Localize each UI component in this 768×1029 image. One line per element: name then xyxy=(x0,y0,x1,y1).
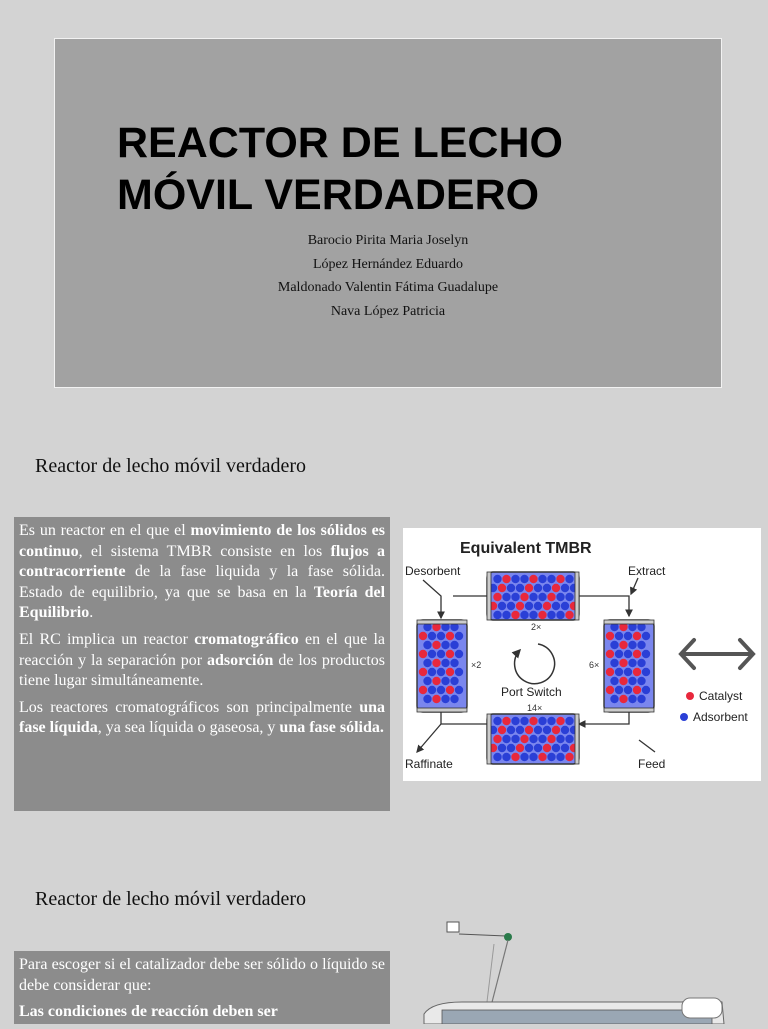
adsorbent-particle xyxy=(511,735,519,743)
text-run: , el sistema TMBR consiste en los xyxy=(78,542,331,560)
adsorbent-particle xyxy=(624,650,632,658)
column-right xyxy=(604,620,654,712)
catalyst-particle xyxy=(502,717,510,725)
adsorbent-particle xyxy=(628,641,636,649)
conditions-box xyxy=(14,951,390,1024)
label-feed: Feed xyxy=(638,757,666,771)
adsorbent-particle xyxy=(552,744,560,752)
adsorbent-particle xyxy=(441,695,449,703)
adsorbent-particle xyxy=(450,695,458,703)
bold-run: una fase sólida. xyxy=(279,719,384,737)
adsorbent-particle xyxy=(525,602,533,610)
catalyst-particle xyxy=(633,650,641,658)
bold-run: adsorción xyxy=(207,651,274,669)
adsorbent-particle xyxy=(529,611,537,619)
text-run: Los reactores cromatográficos son principalmente xyxy=(19,698,360,716)
catalyst-particle xyxy=(446,650,454,658)
adsorbent-particle xyxy=(450,659,458,667)
adsorbent-particle xyxy=(624,632,632,640)
adsorbent-particle xyxy=(498,602,506,610)
bold-run: cromatográfico xyxy=(194,630,299,648)
catalyst-particle xyxy=(565,611,573,619)
adsorbent-particle xyxy=(615,632,623,640)
adsorbent-particle xyxy=(628,695,636,703)
author-name: Barocio Pirita Maria Joselyn xyxy=(307,233,469,248)
adsorbent-particle xyxy=(502,735,510,743)
adsorbent-particle xyxy=(511,575,519,583)
label-extract: Extract xyxy=(628,564,666,578)
catalyst-particle xyxy=(547,593,555,601)
catalyst-particle xyxy=(552,726,560,734)
bold-run: movimiento de los sólidos es continuo xyxy=(19,522,385,560)
catalyst-particle xyxy=(511,611,519,619)
label-count-right: 6× xyxy=(589,660,600,670)
adsorbent-particle xyxy=(628,659,636,667)
catalyst-particle xyxy=(606,650,614,658)
adsorbent-particle xyxy=(534,744,542,752)
catalyst-particle xyxy=(529,717,537,725)
adsorbent-particle xyxy=(428,650,436,658)
catalyst-particle xyxy=(419,632,427,640)
adsorbent-particle xyxy=(624,668,632,676)
adsorbent-particle xyxy=(637,677,645,685)
title-line-1: REACTOR DE LECHO xyxy=(117,119,563,167)
adsorbent-particle xyxy=(543,584,551,592)
legend-catalyst: Catalyst xyxy=(699,689,743,703)
adsorbent-particle xyxy=(428,632,436,640)
adsorbent-particle xyxy=(538,717,546,725)
diagram-title: Equivalent TMBR xyxy=(460,540,592,557)
label-port-switch: Port Switch xyxy=(501,685,562,699)
adsorbent-particle xyxy=(637,659,645,667)
bold-run: flujos a contracorriente xyxy=(19,542,385,581)
column-top xyxy=(487,572,579,620)
adsorbent-particle xyxy=(615,650,623,658)
catalyst-particle xyxy=(511,753,519,761)
bold-run: una fase líquida xyxy=(19,698,385,737)
adsorbent-particle xyxy=(565,735,573,743)
paragraph-2 xyxy=(19,630,385,692)
author-name: Nava López Patricia xyxy=(330,303,446,319)
adsorbent-particle xyxy=(547,753,555,761)
adsorbent-particle xyxy=(455,686,463,694)
adsorbent-particle xyxy=(498,744,506,752)
catalyst-particle xyxy=(606,668,614,676)
text-run: . xyxy=(89,604,94,622)
catalyst-particle xyxy=(619,677,627,685)
adsorbent-particle xyxy=(561,602,569,610)
column-cap xyxy=(417,620,467,624)
bold-run: Teoría del Equilibrio xyxy=(19,583,386,622)
paragraph-1: Para escoger si el catalizador debe ser sólido o líquido se debe considerar que: xyxy=(19,956,385,994)
adsorbent-particle xyxy=(507,744,515,752)
column-cap xyxy=(487,714,491,764)
adsorbent-particle xyxy=(565,593,573,601)
slide-title xyxy=(117,117,563,221)
catalyst-particle xyxy=(419,686,427,694)
adsorbent-particle xyxy=(628,677,636,685)
catalyst-particle xyxy=(606,632,614,640)
text-run: de la fase liquida y la fase sólida. Estado de equilibrio, ya que se basa en la xyxy=(19,563,385,601)
adsorbent-particle xyxy=(428,686,436,694)
catalyst-particle xyxy=(556,575,564,583)
adsorbent-particle xyxy=(642,632,650,640)
adsorbent-particle xyxy=(642,668,650,676)
catalyst-particle xyxy=(446,668,454,676)
catalyst-particle xyxy=(619,641,627,649)
bold-run: Las condiciones de reacción deben ser xyxy=(19,1003,278,1021)
adsorbent-particle xyxy=(552,602,560,610)
adsorbent-particle xyxy=(610,659,618,667)
adsorbent-particle xyxy=(423,641,431,649)
catalyst-particle xyxy=(502,575,510,583)
catalyst-particle xyxy=(529,575,537,583)
adsorbent-particle xyxy=(534,602,542,610)
adsorbent-particle xyxy=(547,575,555,583)
adsorbent-particle xyxy=(534,584,542,592)
catalyst-particle xyxy=(432,659,440,667)
catalyst-particle xyxy=(606,686,614,694)
adsorbent-particle xyxy=(520,575,528,583)
adsorbent-particle xyxy=(529,593,537,601)
catalyst-particle xyxy=(493,593,501,601)
catalyst-particle xyxy=(633,668,641,676)
adsorbent-particle xyxy=(507,602,515,610)
adsorbent-particle xyxy=(511,717,519,725)
paragraph-2 xyxy=(19,1002,385,1023)
column-cap xyxy=(417,708,467,712)
catalyst-particle xyxy=(543,744,551,752)
adsorbent-particle xyxy=(493,611,501,619)
adsorbent-particle xyxy=(441,641,449,649)
adsorbent-particle xyxy=(502,753,510,761)
adsorbent-particle xyxy=(437,668,445,676)
column-cap xyxy=(575,572,579,620)
catalyst-particle xyxy=(520,735,528,743)
catalyst-particle xyxy=(419,650,427,658)
text-run: Es un reactor en el que el xyxy=(19,522,191,539)
adsorbent-particle xyxy=(642,650,650,658)
text-run: El RC implica un reactor xyxy=(19,630,195,648)
catalyst-particle xyxy=(525,584,533,592)
legend-catalyst-swatch xyxy=(686,692,694,700)
catalyst-particle xyxy=(565,753,573,761)
column-cap xyxy=(604,708,654,712)
label-count-bottom: 14× xyxy=(527,703,543,713)
adsorbent-particle xyxy=(529,753,537,761)
catalyst-particle xyxy=(633,632,641,640)
sensor-box xyxy=(447,922,459,932)
counter-flow-arrow-icon xyxy=(681,640,753,668)
catalyst-particle xyxy=(538,611,546,619)
adsorbent-particle xyxy=(493,753,501,761)
adsorbent-particle xyxy=(502,611,510,619)
adsorbent-particle xyxy=(507,584,515,592)
catalyst-particle xyxy=(432,695,440,703)
adsorbent-particle xyxy=(455,632,463,640)
adsorbent-particle xyxy=(556,735,564,743)
catalyst-particle xyxy=(432,677,440,685)
label-raffinate: Raffinate xyxy=(405,757,453,771)
adsorbent-particle xyxy=(556,753,564,761)
adsorbent-particle xyxy=(520,717,528,725)
column-bottom xyxy=(487,714,579,764)
catalyst-particle xyxy=(547,735,555,743)
catalyst-particle xyxy=(493,735,501,743)
adsorbent-particle xyxy=(534,726,542,734)
adsorbent-particle xyxy=(520,753,528,761)
adsorbent-particle xyxy=(538,735,546,743)
adsorbent-particle xyxy=(441,659,449,667)
adsorbent-particle xyxy=(556,611,564,619)
label-count-top: 2× xyxy=(531,622,542,632)
catalyst-particle xyxy=(498,584,506,592)
text-run: de los productos tiene lugar simultáneamente. xyxy=(19,651,386,690)
catalyst-particle xyxy=(419,668,427,676)
adsorbent-particle xyxy=(423,695,431,703)
adsorbent-particle xyxy=(561,726,569,734)
text-run: en el que la reacción y la separación por xyxy=(19,630,386,669)
label-count-left: ×2 xyxy=(471,660,482,670)
catalyst-particle xyxy=(516,602,524,610)
adsorbent-particle xyxy=(615,686,623,694)
adsorbent-particle xyxy=(450,641,458,649)
author-name: López Hernández Eduardo xyxy=(312,256,464,272)
adsorbent-particle xyxy=(520,611,528,619)
paragraph-1 xyxy=(19,521,385,624)
valve-knob xyxy=(504,933,512,941)
legend-adsorbent: Adsorbent xyxy=(693,710,748,724)
legend-adsorbent-swatch xyxy=(680,713,688,721)
adsorbent-particle xyxy=(455,668,463,676)
label-desorbent: Desorbent xyxy=(405,564,461,578)
adsorbent-particle xyxy=(455,650,463,658)
author-name: Maldonado Valentin Fátima Guadalupe xyxy=(277,280,499,295)
port-switch-icon xyxy=(515,644,555,684)
adsorbent-particle xyxy=(525,744,533,752)
title-slide xyxy=(54,38,722,388)
adsorbent-particle xyxy=(516,726,524,734)
tmbr-diagram xyxy=(403,528,761,781)
adsorbent-particle xyxy=(437,686,445,694)
adsorbent-particle xyxy=(511,593,519,601)
description-box xyxy=(14,517,390,811)
catalyst-particle xyxy=(525,726,533,734)
adsorbent-particle xyxy=(547,611,555,619)
adsorbent-particle xyxy=(516,584,524,592)
adsorbent-particle xyxy=(637,695,645,703)
catalyst-particle xyxy=(543,602,551,610)
adsorbent-particle xyxy=(437,650,445,658)
equipment-image xyxy=(402,910,768,1024)
adsorbent-particle xyxy=(493,575,501,583)
adsorbent-particle xyxy=(529,735,537,743)
catalyst-particle xyxy=(538,753,546,761)
catalyst-particle xyxy=(633,686,641,694)
adsorbent-particle xyxy=(423,677,431,685)
adsorbent-particle xyxy=(423,659,431,667)
adsorbent-particle xyxy=(565,575,573,583)
text-run: , ya sea líquida o gaseosa, y xyxy=(97,719,280,737)
title-line-2: MÓVIL VERDADERO xyxy=(117,171,540,219)
author-list xyxy=(55,229,721,323)
adsorbent-particle xyxy=(556,593,564,601)
adsorbent-particle xyxy=(428,668,436,676)
catalyst-particle xyxy=(619,659,627,667)
catalyst-particle xyxy=(520,593,528,601)
section-heading-1: Reactor de lecho móvil verdadero xyxy=(35,455,306,477)
catalyst-particle xyxy=(446,686,454,694)
adsorbent-particle xyxy=(610,641,618,649)
adsorbent-particle xyxy=(450,677,458,685)
adsorbent-particle xyxy=(543,726,551,734)
column-left xyxy=(417,620,467,712)
adsorbent-particle xyxy=(441,677,449,685)
paragraph-3 xyxy=(19,698,385,739)
catalyst-particle xyxy=(446,632,454,640)
column-cap xyxy=(604,620,654,624)
adsorbent-particle xyxy=(637,641,645,649)
adsorbent-particle xyxy=(502,593,510,601)
catalyst-particle xyxy=(498,726,506,734)
adsorbent-particle xyxy=(507,726,515,734)
adsorbent-particle xyxy=(561,584,569,592)
catalyst-particle xyxy=(619,695,627,703)
adsorbent-particle xyxy=(547,717,555,725)
catalyst-particle xyxy=(516,744,524,752)
adsorbent-particle xyxy=(642,686,650,694)
catalyst-particle xyxy=(556,717,564,725)
adsorbent-particle xyxy=(610,677,618,685)
adsorbent-particle xyxy=(565,717,573,725)
column-cap xyxy=(575,714,579,764)
adsorbent-particle xyxy=(493,717,501,725)
catalyst-particle xyxy=(552,584,560,592)
adsorbent-particle xyxy=(538,593,546,601)
adsorbent-particle xyxy=(437,632,445,640)
adsorbent-particle xyxy=(561,744,569,752)
adsorbent-particle xyxy=(538,575,546,583)
adsorbent-particle xyxy=(624,686,632,694)
column-cap xyxy=(487,572,491,620)
adsorbent-particle xyxy=(615,668,623,676)
adsorbent-particle xyxy=(610,695,618,703)
section-heading-2: Reactor de lecho móvil verdadero xyxy=(35,888,306,910)
catalyst-particle xyxy=(432,641,440,649)
